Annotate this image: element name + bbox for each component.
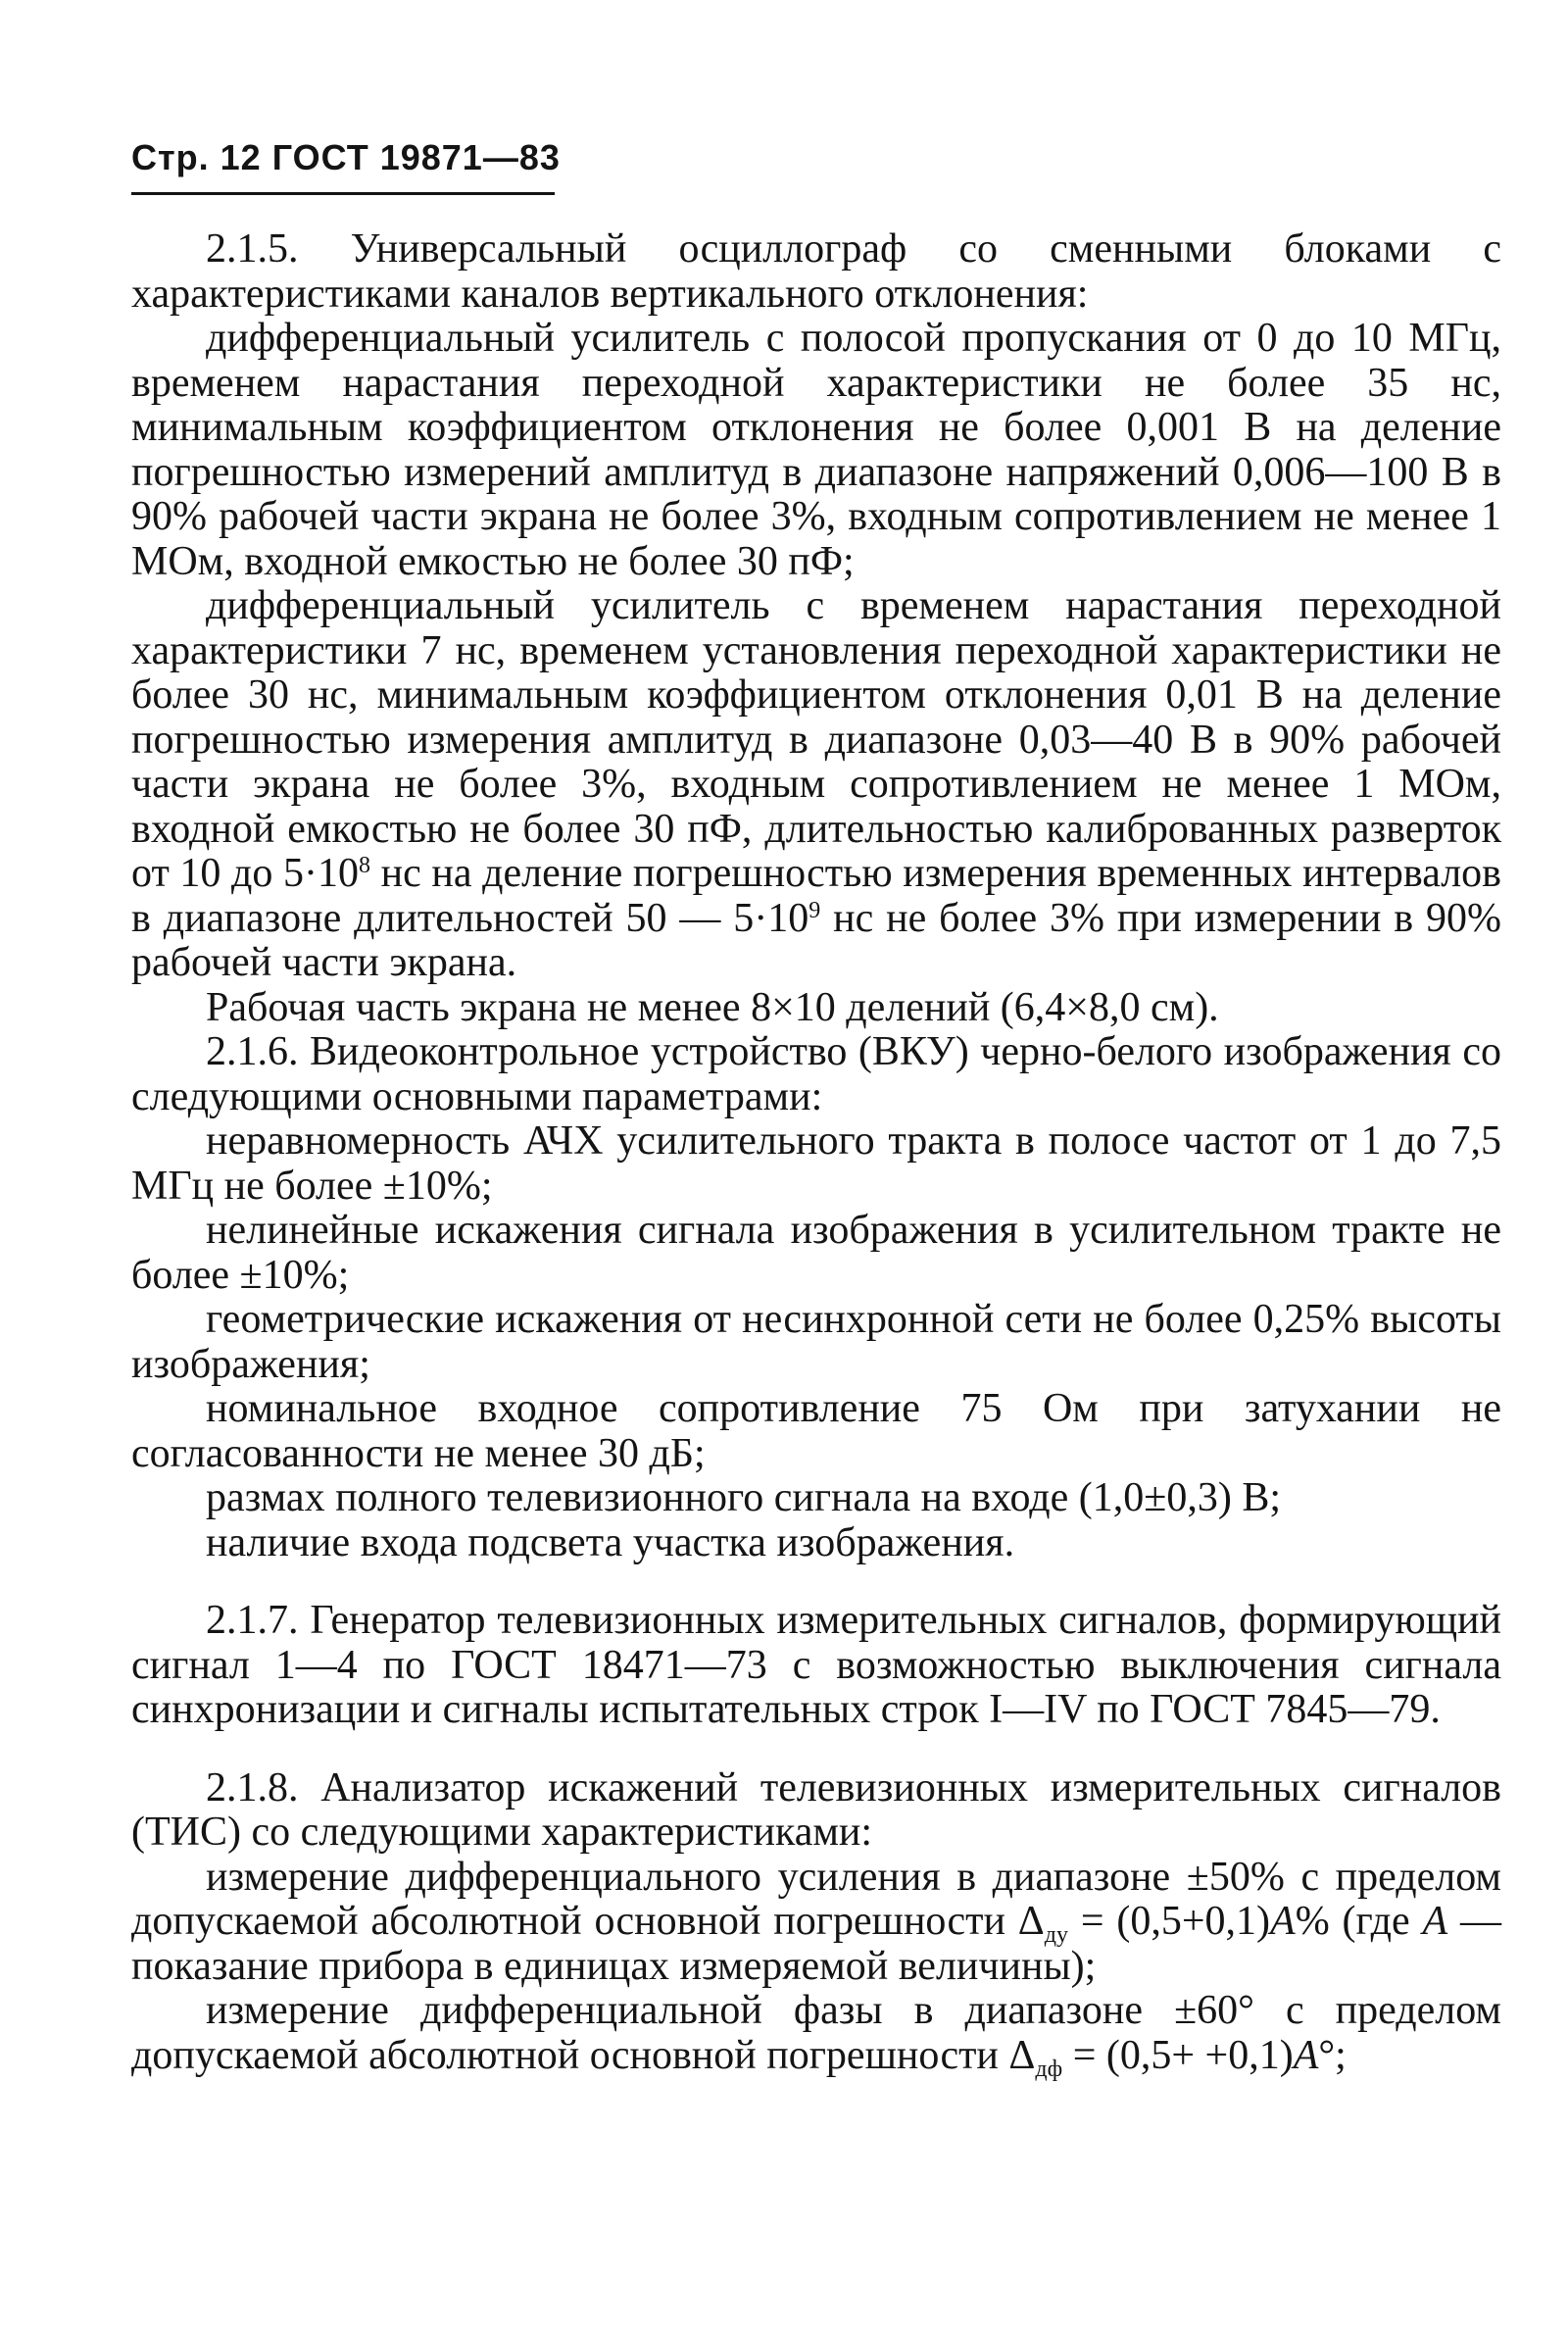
section-2-1-6-intro: 2.1.6. Видеоконтрольное устройство (ВКУ) черно-белого изображения со следующими основными параметрами:: [131, 1029, 1501, 1119]
section-2-1-8-item-1: [131, 1856, 1501, 1990]
item-1-variable: A: [1422, 1899, 1448, 1944]
item-1-text-4: — показание прибора в единицах измеряемой величины);: [131, 1899, 1502, 1989]
item-1-text-2: = (0,5+0,1): [1068, 1899, 1271, 1944]
section-2-1-8-intro: 2.1.8. Анализатор искажений телевизионных измерительных сигналов (ТИС) со следующими характеристиками:: [131, 1764, 1501, 1855]
item-2-subscript: дф: [1035, 2056, 1063, 2082]
section-2-1-8-item-2: [131, 1988, 1501, 2082]
section-2-1-7: 2.1.7. Генератор телевизионных измерительных сигналов, формирующий сигнал 1—4 по ГОСТ 18471—73 с возможностью выключения сигнала синхронизации и сигналы испытательных строк I—IV по ГОСТ 7845—79.: [131, 1598, 1501, 1732]
document-body: [131, 226, 1502, 2082]
header-divider: [131, 192, 555, 195]
item-2-exponent-2: 9: [808, 897, 821, 923]
item-2-text-1: дифференциальный усилитель с временем нарастания переходной характеристики 7 нс, временем установления переходной характеристики не более 30 нс, минимальным коэффициентом отклонения 0,01 В на деление погрешностью измерения амплитуд в диапазоне 0,03—40 В в 90% рабочей части экрана не более 3%, входным сопротивлением не менее 1 МОм, входной емкостью не более 30 пФ, длительностью калиброванных разверток от 10 до 5·10: [131, 583, 1501, 896]
section-gap: [131, 1565, 1501, 1599]
item-2-text-3: °;: [1318, 2032, 1347, 2078]
section-gap: [131, 1733, 1501, 1766]
section-2-1-5-screen: Рабочая часть экрана не менее 8×10 делений (6,4×8,0 см).: [206, 984, 1219, 1030]
section-2-1-6-item-1: неравномерность АЧХ усилительного тракта в полосе частот от 1 до 7,5 МГц не более ±10%;: [131, 1118, 1501, 1209]
section-2-1-6-item-5: размах полного телевизионного сигнала на входе (1,0±0,3) В;: [206, 1475, 1282, 1520]
item-1-text-3: % (где: [1295, 1899, 1423, 1944]
section-2-1-6-item-6: наличие входа подсвета участка изображения.: [206, 1519, 1015, 1565]
item-1-variable: A: [1270, 1899, 1296, 1944]
section-2-1-5-item-2: [131, 584, 1501, 986]
item-2-text-2: нс на деление погрешностью измерения временных интервалов в диапазоне длительностей 50 — 5·10: [131, 851, 1501, 941]
section-2-1-5-intro: 2.1.5. Универсальный осциллограф со сменными блоками с характеристиками каналов вертикального отклонения:: [131, 226, 1501, 317]
section-2-1-6-item-2: нелинейные искажения сигнала изображения в усилительном тракте не более ±10%;: [131, 1208, 1501, 1298]
item-1-text-1: измерение дифференциального усиления в диапазоне ±50% с пределом допускаемой абсолютной основной погрешности Δ: [131, 1854, 1501, 1944]
section-2-1-6-item-3: геометрические искажения от несинхронной сети не более 0,25% высоты изображения;: [131, 1297, 1501, 1387]
item-2-text-1: измерение дифференциальной фазы в диапазоне ±60° с пределом допускаемой абсолютной основной погрешности Δ: [131, 1988, 1501, 2078]
item-2-text-2: = (0,5+ +0,1): [1062, 2032, 1294, 2078]
item-2-exponent-1: 8: [359, 853, 371, 878]
page-number: Стр. 12: [131, 137, 262, 177]
section-2-1-5-item-1: дифференциальный усилитель с полосой пропускания от 0 до 10 МГц, временем нарастания переходной характеристики не более 35 нс, минимальным коэффициентом отклонения не более 0,001 В на деление погрешностью измерений амплитуд в диапазоне напряжений 0,006—100 В в 90% рабочей части экрана не более 3%, входным сопротивлением не менее 1 МОм, входной емкостью не более 30 пФ;: [131, 316, 1501, 584]
item-2-text-3: нс не более 3% при измерении в 90% рабочей части экрана.: [131, 895, 1501, 985]
page-header: [131, 137, 561, 178]
standard-number: ГОСТ 19871—83: [271, 137, 561, 177]
section-2-1-6-item-4: номинальное входное сопротивление 75 Ом при затухании не согласованности не менее 30 дБ;: [131, 1386, 1501, 1476]
item-1-subscript: ду: [1044, 1922, 1069, 1948]
item-2-variable: A: [1293, 2032, 1319, 2078]
